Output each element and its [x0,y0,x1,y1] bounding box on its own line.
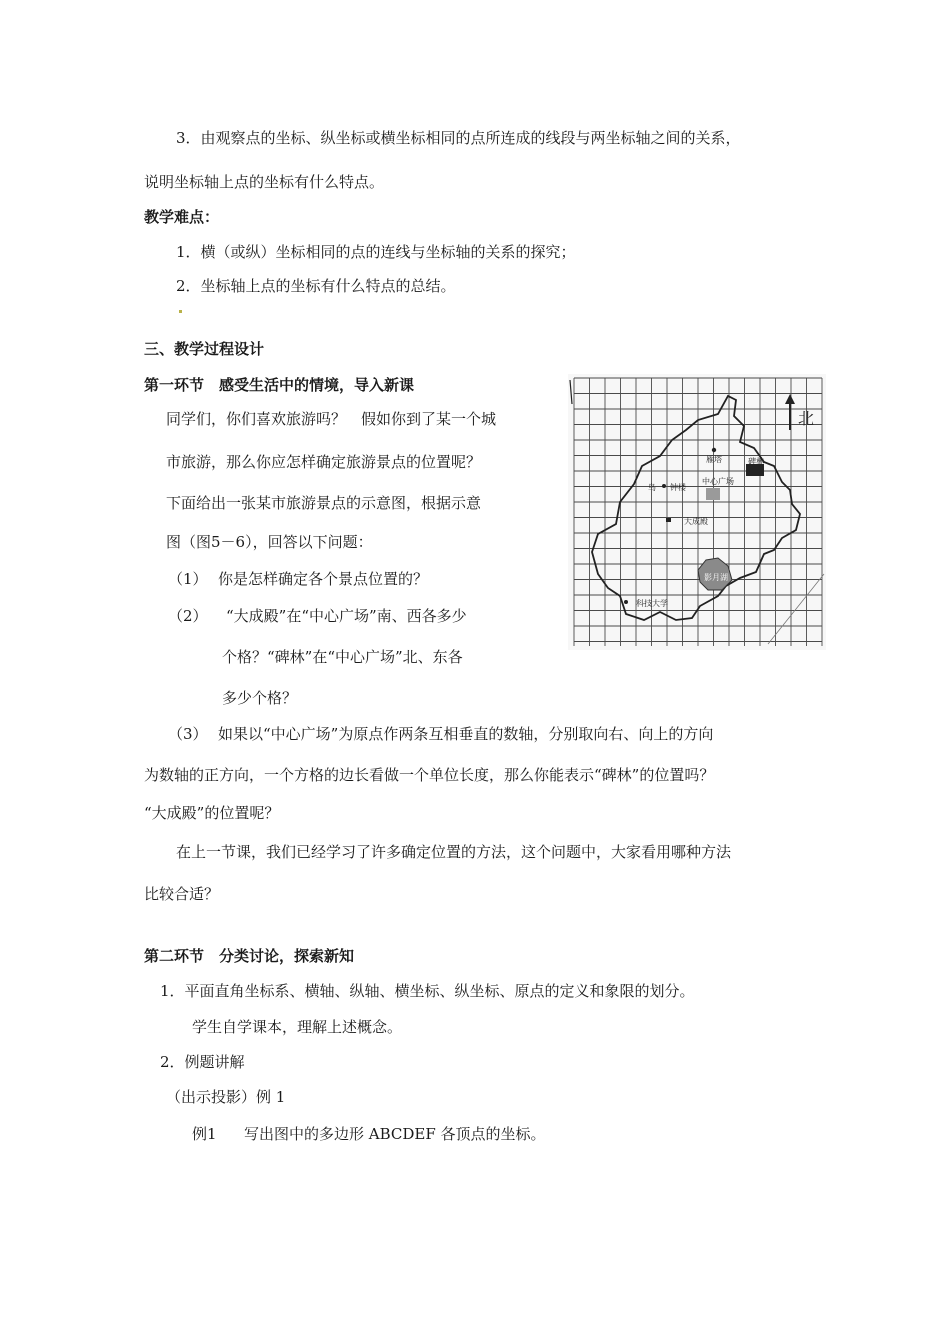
stage2-heading: 第二环节 分类讨论，探索新知 [144,947,355,965]
pagoda-marker [712,448,716,452]
projection-note: （出示投影）例 1 [166,1088,286,1106]
review-line-1: 在上一节课，我们已经学习了许多确定位置的方法，这个问题中，大家看用哪种方法 [176,843,732,861]
hall-marker [666,518,671,522]
q3-line-3: “大成殿”的位置呢？ [144,804,280,822]
difficulty-item-2: 2．坐标轴上点的坐标有什么特点的总结。 [176,277,456,295]
p3-line2: 说明坐标轴上点的坐标有什么特点。 [144,173,385,191]
stele-label: 碑林 [748,457,764,466]
north-label: 北 [798,409,815,428]
bird-label: 鸟 [648,483,656,492]
q3-number: （3） [168,725,208,743]
intro-line-4: 图（图5－6），回答以下问题： [166,533,373,551]
bell-marker [662,484,666,488]
stray-mark [179,310,182,313]
q1-text: 你是怎样确定各个景点位置的？ [218,570,429,588]
item-2: 2．例题讲解 [160,1053,245,1071]
difficulty-item-1: 1．横（或纵）坐标相同的点的连线与坐标轴的关系的探究； [176,243,576,261]
section3-heading: 三、教学过程设计 [144,340,265,358]
q1-number: （1） [168,570,208,588]
univ-label: 科技大学 [636,599,668,608]
intro-line-2: 市旅游，那么你应怎样确定旅游景点的位置呢？ [166,453,482,471]
q2-line-2: 个格？“碑林”在“中心广场”北、东各 [222,648,463,666]
lake-label: 影月湖 [704,573,728,582]
univ-marker [624,600,628,604]
plaza-label: 中心广场 [702,477,734,486]
intro-line-3: 下面给出一张某市旅游景点的示意图，根据示意 [166,494,482,512]
plaza-marker [706,488,720,500]
pagoda-label: 雁塔 [706,455,722,464]
item-1-sub: 学生自学课本，理解上述概念。 [192,1018,403,1036]
tourist-map-figure [568,374,826,650]
q3-line-1: 如果以“中心广场”为原点作两条互相垂直的数轴，分别取向右、向上的方向 [218,725,714,743]
q2-line-1: “大成殿”在“中心广场”南、西各多少 [226,607,467,625]
example-text: 写出图中的多边形 ABCDEF 各顶点的坐标。 [244,1125,546,1143]
hall-label: 大成殿 [684,517,708,526]
review-line-2: 比较合适？ [144,885,220,903]
difficulty-heading: 教学难点： [144,208,220,226]
p3-line1: 3．由观察点的坐标、纵坐标或横坐标相同的点所连成的线段与两坐标轴之间的关系， [176,129,741,147]
bell-label: 钟楼 [670,483,686,492]
intro-line-1: 同学们，你们喜欢旅游吗？ 假如你到了某一个城 [166,410,497,428]
example-label: 例1 [192,1125,217,1143]
q2-line-3: 多少个格？ [222,689,298,707]
q3-line-2: 为数轴的正方向，一个方格的边长看做一个单位长度，那么你能表示“碑林”的位置吗？ [144,766,715,784]
stage1-heading: 第一环节 感受生活中的情境，导入新课 [144,376,415,394]
q2-number: （2） [168,607,208,625]
item-1: 1．平面直角坐标系、横轴、纵轴、横坐标、纵坐标、原点的定义和象限的划分。 [160,982,695,1000]
